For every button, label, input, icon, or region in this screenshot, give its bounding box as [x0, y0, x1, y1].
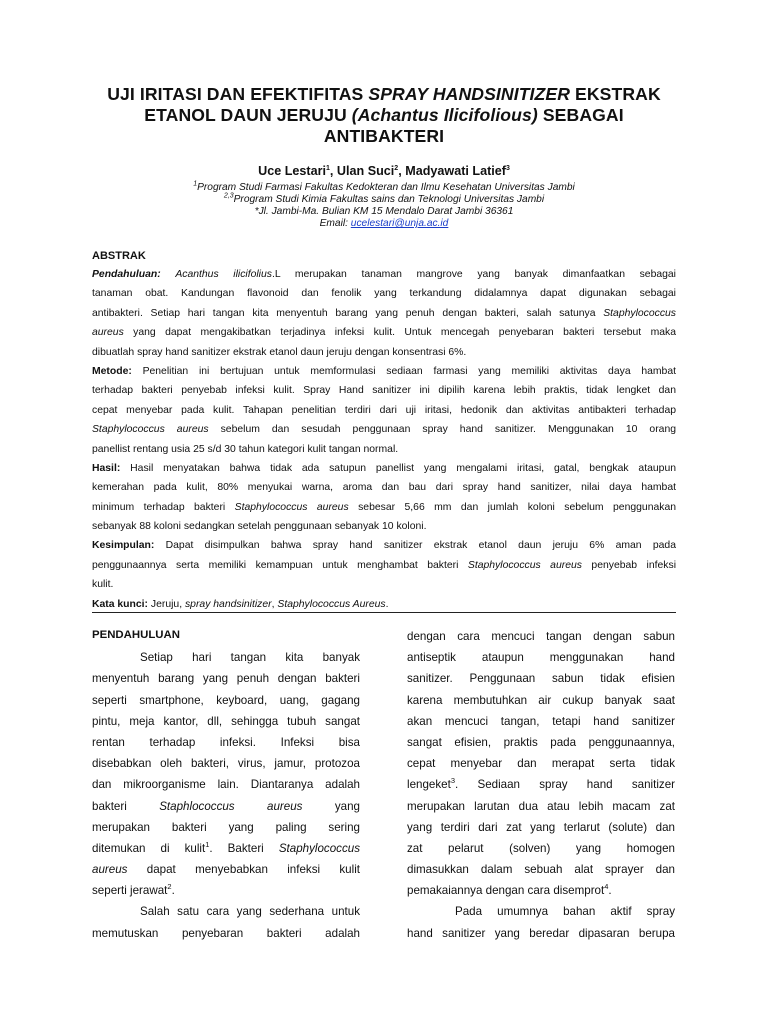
body-text: pemakaiannya dengan cara disemprot [407, 884, 605, 898]
keyword: Jeruju, [148, 598, 185, 610]
section-label: Metode: [92, 365, 132, 377]
body-text: yang [302, 799, 360, 813]
abstract-line [92, 420, 676, 439]
body-text: dapat menyebabkan infeksi kulit [127, 863, 360, 877]
email-link[interactable]: ucelestari@unja.ac.id [350, 218, 449, 229]
body-line: menyentuh barang yang penuh dengan bakteri [92, 672, 360, 686]
abstract-text: minimum terhadap bakteri [92, 501, 235, 513]
title-text: UJI IRITASI DAN EFEKTIFITAS [107, 84, 369, 104]
abstract-heading: ABSTRAK [92, 250, 146, 262]
body-line: dengan cara mencuci tangan dengan sabun [407, 630, 675, 643]
species-name: Acanthus ilicifolius [175, 269, 272, 280]
citation-ref: 2 [167, 882, 172, 892]
abstract-text: Dapat disimpulkan bahwa spray hand sanitizer ekstrak etanol daun jeruju 6% aman pada [154, 540, 676, 552]
species-name: Staphylococcus aureus [234, 501, 349, 513]
affiliation-text: Program Studi Farmasi Fakultas Kedokteran dan Ilmu Kesehatan Universitas Jambi [197, 182, 575, 193]
species-name: Staphlococcus aureus [159, 799, 303, 813]
author-name: , Ulan Suci [329, 164, 395, 178]
body-line [407, 774, 675, 795]
abstract-text: Hasil menyatakan bahwa tidak ada satupun panellist yang mengalami iritasi, gatal, bengkak ataupun [120, 462, 676, 474]
body-text: . Sediaan spray hand sanitizer [455, 778, 675, 792]
body-text: . [171, 884, 175, 898]
abstract-line [92, 265, 676, 284]
body-line: Salah satu cara yang sederhana untuk [140, 905, 360, 919]
body-line: cepat menyebar dan merapat serta tidak [407, 757, 675, 771]
body-line [92, 796, 360, 817]
author-list [80, 164, 688, 178]
affiliation-sup: 1 [193, 180, 198, 188]
body-line: karena membutuhkan air cukup banyak saat [407, 693, 675, 707]
body-line [92, 838, 360, 859]
title-text: SEBAGAI [537, 105, 624, 125]
affiliation-1 [80, 182, 688, 194]
body-text: bakteri [92, 799, 160, 813]
abstract-line [92, 556, 676, 575]
abstract-line [92, 498, 676, 517]
abstract-text: .L merupakan tanaman mangrove yang banyak dimanfaatkan sebagai [271, 269, 676, 280]
body-text: . Bakteri [209, 841, 279, 855]
body-line [407, 880, 675, 901]
body-line: seperti smartphone, keyboard, uang, gagang [92, 693, 360, 707]
body-line: merupakan bakteri yang paling sering [92, 820, 360, 834]
keywords-label: Kata kunci: [92, 598, 149, 610]
body-line: rentan terhadap infeksi. Infeksi bisa [92, 735, 360, 749]
affiliation-text: Program Studi Kimia Fakultas sains dan Teknologi Universitas Jambi [233, 194, 545, 205]
abstract-line [92, 304, 676, 323]
keyword: spray handsinitizer [184, 598, 272, 610]
body-line: zat pelarut (solven) yang homogen [407, 841, 675, 855]
keyword: Staphylococcus Aureus [277, 598, 386, 610]
abstract-line: kulit. [92, 579, 114, 591]
body-line: merupakan larutan dua atau lebih macam zat [407, 799, 675, 813]
title-line [80, 105, 688, 126]
species-name: aureus [92, 327, 124, 339]
email-label: Email: [319, 218, 351, 229]
citation-ref: 3 [450, 776, 456, 786]
body-line: Pada umumnya bahan aktif spray [455, 905, 675, 919]
section-heading: PENDAHULUAN [92, 629, 180, 641]
body-line: dimasukkan dalam sebuah alat sprayer dan [407, 863, 675, 877]
abstract-text: penggunaannya serta memiliki kemampuan untuk menghambat bakteri [92, 559, 468, 571]
abstract-text: sebelum dan sesudah penggunaan spray hand sanitizer. Menggunakan 10 orang [208, 424, 676, 436]
body-line: dan mikroorganisme lain. Diantaranya adalah [92, 778, 360, 792]
abstract-line: cepat menyebar pada kulit. Tahapan penelitian terdiri dari uji iritasi, hedonik dan aktivitas antibakteri terhadap [92, 404, 676, 416]
keyword-sep: , [271, 598, 278, 610]
abstract-line: kemerahan pada kulit, 80% menyukai warna, aroma dan bau dari spray hand sanitizer, nilai daya hambat [92, 482, 676, 494]
body-text: ditemukan di kulit [92, 841, 206, 855]
body-line: Setiap hari tangan kita banyak [140, 651, 360, 665]
abstract-text: Penelitian ini bertujuan untuk memformulasi sediaan farmasi yang memiliki aktivitas daya hambat [131, 365, 676, 377]
abstract-body [92, 265, 676, 614]
body-line: sanitizer. Penggunaan sabun tidak efisien [407, 672, 675, 686]
section-label: Hasil: [92, 462, 121, 474]
abstract-line [92, 459, 676, 478]
left-column [92, 626, 360, 944]
author-name: , Madyawati Latief [398, 164, 506, 178]
section-label: Kesimpulan: [92, 540, 155, 552]
species-name: Staphylococcus [278, 841, 360, 855]
body-line: sangat efisien, praktis pada penggunaannya, [407, 735, 675, 749]
body-line: disebabkan oleh bakteri, virus, jamur, protozoa [92, 757, 360, 771]
section-divider [92, 612, 676, 613]
abstract-line [92, 362, 676, 381]
abstract-text: penyebab infeksi [581, 559, 676, 571]
species-name: aureus [92, 863, 128, 877]
abstract-line [92, 323, 676, 342]
body-line: memutuskan penyebaran bakteri adalah [92, 926, 360, 940]
affiliation-address: *Jl. Jambi-Ma. Bulian KM 15 Mendalo Darat Jambi 36361 [254, 206, 514, 217]
right-column [407, 626, 675, 944]
body-text: seperti jerawat [92, 884, 168, 898]
title-italic: SPRAY HANDSINITIZER [368, 84, 571, 104]
abstract-line: dibuatlah spray hand sanitizer ekstrak etanol daun jeruju dengan konsentrasi 6%. [92, 346, 467, 358]
species-name: Staphylococcus [603, 307, 676, 319]
species-name: Staphylococcus aureus [92, 424, 209, 436]
author-name: Uce Lestari [258, 164, 326, 178]
title-line [80, 84, 688, 105]
body-line [92, 859, 360, 880]
title-line: ANTIBAKTERI [323, 126, 445, 146]
paper-title [80, 84, 688, 147]
abstract-text: yang dapat mengakibatkan terjadinya infeksi kulit. Untuk mencegah penyebaran bakteri tersebut maka [123, 327, 676, 339]
title-italic: (Achantus Ilicifolious) [351, 105, 538, 125]
author-sup: 1 [326, 164, 330, 172]
abstract-line: terhadap bakteri penyebab infeksi kulit. Spray Hand sanitizer ini dipilih karena lebih praktis, tidak lengket dan [92, 385, 676, 397]
abstract-line: tanaman obat. Kandungan flavonoid dan fenolik yang terkandung didalamnya dapat digunakan sebagai [92, 288, 676, 300]
title-text: EKSTRAK [570, 84, 661, 104]
affiliation-sup: 2,3 [223, 192, 234, 200]
body-line: akan mencuci tangan, tetapi hand sanitizer [407, 714, 675, 728]
abstract-text: antibakteri. Setiap hari tangan kita menyentuh barang yang penuh dengan bakteri, salah satunya [92, 307, 604, 319]
affiliation-email [80, 218, 688, 230]
affiliation-2 [80, 194, 688, 206]
keyword-sep: . [385, 598, 389, 610]
title-text: ETANOL DAUN JERUJU [144, 105, 352, 125]
body-line: pintu, meja kantor, dll, sehingga tubuh sangat [92, 714, 360, 728]
body-line [92, 880, 360, 901]
abstract-line: panellist rentang usia 25 s/d 30 tahun kategori kulit tangan normal. [92, 443, 399, 455]
body-line: yang terdiri dari zat yang terlarut (solute) dan [407, 820, 675, 834]
abstract-line: sebanyak 88 koloni sedangkan setelah penggunaan sebanyak 10 koloni. [92, 521, 427, 533]
citation-ref: 4 [604, 882, 609, 892]
author-sup: 2 [394, 164, 399, 172]
body-line: antiseptik ataupun menggunakan hand [407, 651, 675, 665]
section-label: Pendahuluan: [92, 269, 161, 280]
abstract-text: sebesar 5,66 mm dan jumlah koloni sebelum penggunakan [348, 501, 676, 513]
species-name: Staphylococcus aureus [467, 559, 582, 571]
citation-ref: 1 [205, 840, 210, 850]
author-sup: 3 [505, 164, 510, 172]
body-line: hand sanitizer yang beredar dipasaran berupa [407, 926, 675, 940]
body-text: . [608, 884, 612, 898]
abstract-line [92, 536, 676, 555]
body-text: lengeket [407, 778, 451, 792]
